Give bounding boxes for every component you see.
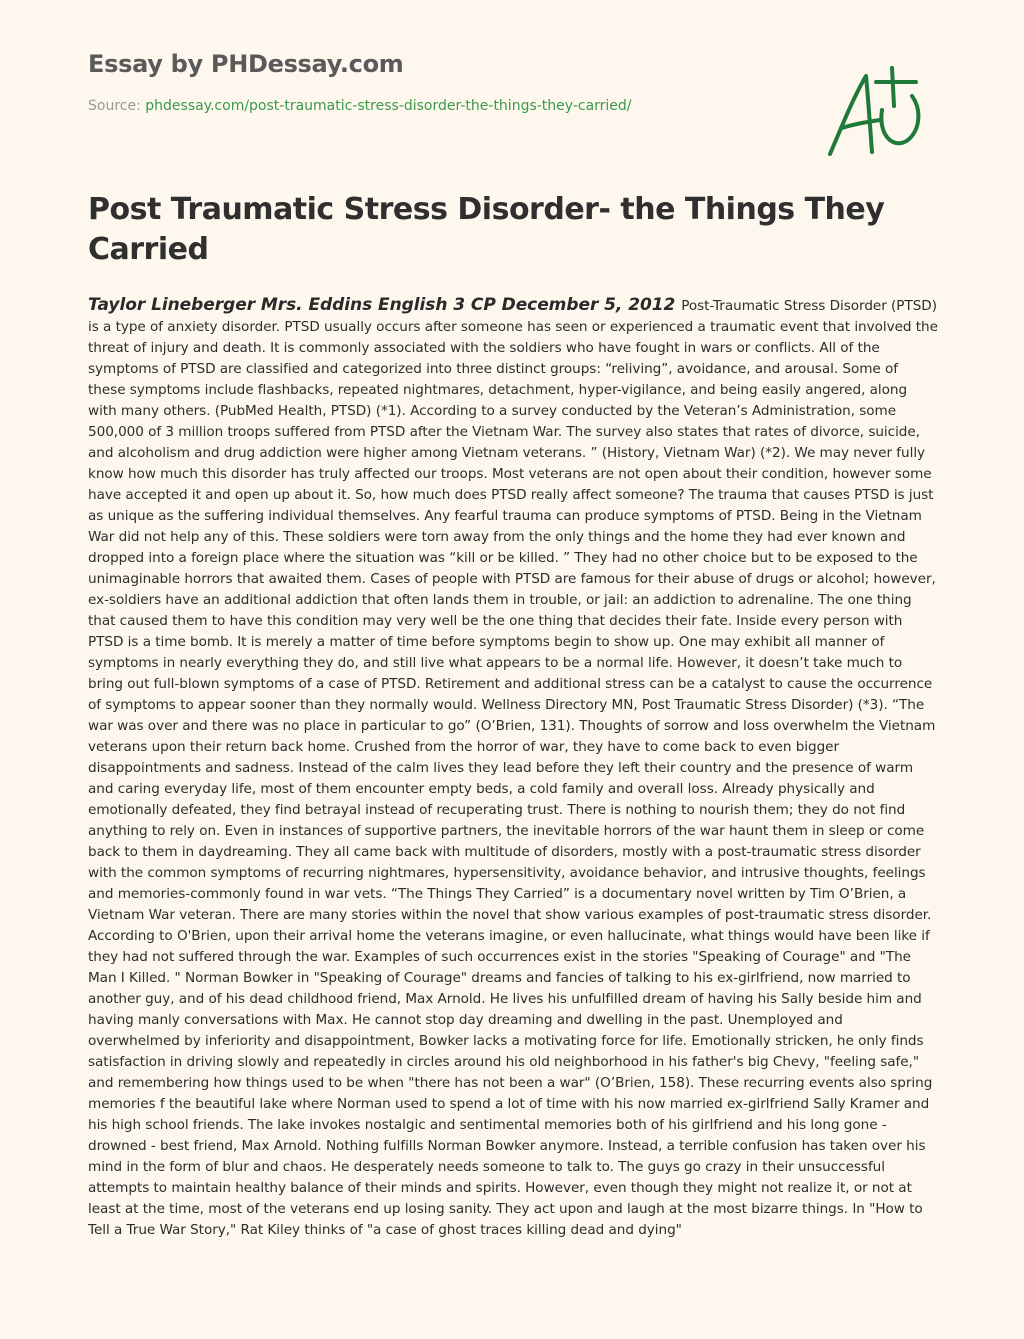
- source-line: [88, 98, 788, 114]
- site-title: Essay by PHDessay.com: [88, 50, 404, 78]
- source-link[interactable]: phdessay.com/post-traumatic-stress-disorder-the-things-they-carried/: [145, 98, 632, 114]
- essay-body: [88, 295, 938, 1295]
- essay-text: Post-Traumatic Stress Disorder (PTSD) is a type of anxiety disorder. PTSD usually occurs after someone has seen or experienced a traumatic event that involved the threat of injury and death. It is commonly associated with the soldiers who have fought in wars or conflicts. All of the symptoms of PTSD are classified and categorized into three distinct groups: “reliving”, avoidance, and arousal. Some of these symptoms include flashbacks, repeated nightmares, detachment, hyper-vigilance, and being easily angered, along with many others. (PubMed Health, PTSD) (*1). According to a survey conducted by the Veteran’s Administration, some 500,000 of 3 million troops suffered from PTSD after the Vietnam War. The survey also states that rates of divorce, suicide, and alcoholism and drug addiction were higher among Vietnam veterans. ” (History, Vietnam War) (*2). We may never fully know how much this disorder has truly affected our troops. Most veterans are not open about their condition, however some have accepted it and open up about it. So, how much does PTSD really affect someone? The trauma that causes PTSD is just as unique as the suffering individual themselves. Any fearful trauma can produce symptoms of PTSD. Being in the Vietnam War did not help any of this. These soldiers were torn away from the only things and the home they had ever known and dropped into a foreign place where the situation was “kill or be killed. ” They had no other choice but to be exposed to the unimaginable horrors that awaited them. Cases of people with PTSD are famous for their abuse of drugs or alcohol; however, ex-soldiers have an additional addiction that often lands them in trouble, or jail: an addiction to adrenaline. The one thing that caused them to have this condition may very well be the one thing that decides their fate. Inside every person with PTSD is a time bomb. It is merely a matter of time before symptoms begin to show up. One may exhibit all manner of symptoms in nearly everything they do, and still live what appears to be a normal life. However, it doesn’t take much to bring out full-blown symptoms of a case of PTSD. Retirement and additional stress can be a catalyst to cause the occurrence of symptoms to appear sooner than they normally would. Wellness Directory MN, Post Traumatic Stress Disorder) (*3). “The war was over and there was no place in particular to go” (O’Brien, 131). Thoughts of sorrow and loss overwhelm the Vietnam veterans upon their return back home. Crushed from the horror of war, they have to come back to even bigger disappointments and sadness. Instead of the calm lives they lead before they left their country and the presence of warm and caring everyday life, most of them encounter empty beds, a cold family and overall loss. Already physically and emotionally defeated, they find betrayal instead of recuperating trust. There is nothing to nourish them; they do not find anything to rely on. Even in instances of supportive partners, the inevitable horrors of the war haunt them in sleep or come back to them in daydreaming. They all came back with multitude of disorders, mostly with a post-traumatic stress disorder with the common symptoms of recurring nightmares, hypersensitivity, avoidance behavior, and intrusive thoughts, feelings and memories-commonly found in war vets. “The Things They Carried” is a documentary novel written by Tim O’Brien, a Vietnam War veteran. There are many stories within the novel that show various examples of post-traumatic stress disorder. According to O'Brien, upon their arrival home the veterans imagine, or even hallucinate, what things would have been like if they had not suffered through the war. Examples of such occurrences exist in the stories "Speaking of Courage" and "The Man I Killed. " Norman Bowker in "Speaking of Courage" dreams and fancies of talking to his ex-girlfriend, now married to another guy, and of his dead childhood friend, Max Arnold. He lives his unfulfilled dream of having his Sally beside him and having manly conversations with Max. He cannot stop day dreaming and dwelling in the past. Unemployed and overwhelmed by inferiority and disappointment, Bowker lacks a motivating force for life. Emotionally stricken, he only finds satisfaction in driving slowly and repeatedly in circles around his old neighborhood in his father's big Chevy, "feeling safe," and remembering how things used to be when "there has not been a war" (O’Brien, 158). These recurring events also spring memories f the beautiful lake where Norman used to spend a lot of time with his now married ex-girlfriend Sally Kramer and his high school friends. The lake invokes nostalgic and sentimental memories both of his girlfriend and his long gone - drowned - best friend, Max Arnold. Nothing fulfills Norman Bowker anymore. Instead, a terrible confusion has taken over his mind in the form of blur and chaos. He desperately needs someone to talk to. The guys go crazy in their unsuccessful attempts to maintain healthy balance of their minds and spirits. However, even though they might not realize it, or not at least at the time, most of the veterans end up losing sanity. They act upon and laugh at the most bizarre things. In "How to Tell a True War Story," Rat Kiley thinks of "a case of ghost traces killing dead and dying": [88, 298, 938, 1238]
- author-line: Taylor Lineberger Mrs. Eddins English 3 CP December 5, 2012: [88, 295, 682, 315]
- source-label: Source:: [88, 98, 141, 114]
- essay-title: Post Traumatic Stress Disorder- the Things They Carried: [88, 192, 885, 267]
- site-header: [88, 50, 788, 114]
- a-plus-grade-icon: [820, 66, 930, 162]
